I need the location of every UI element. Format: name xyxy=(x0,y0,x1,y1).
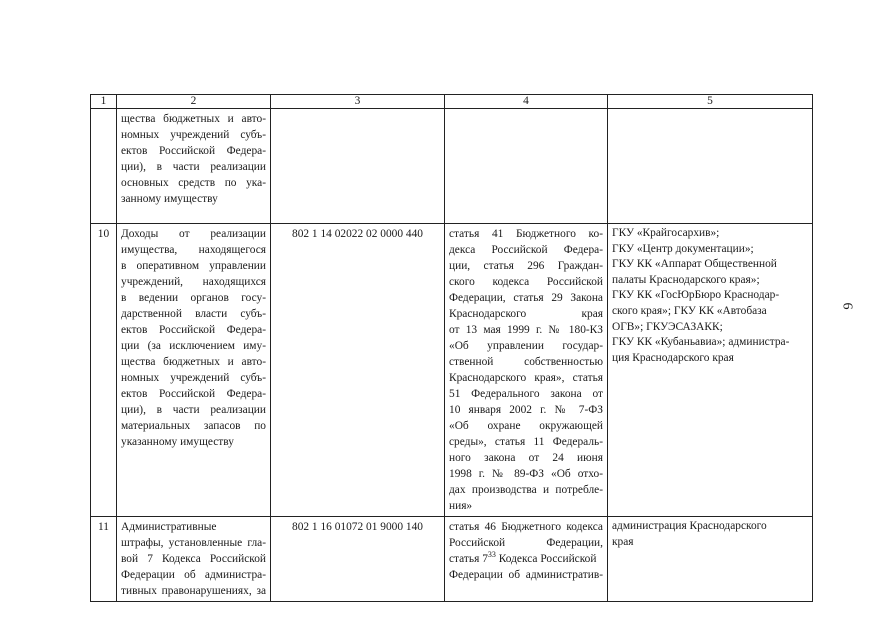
text-line: статья 46 Бюджетного кодекса xyxy=(449,521,603,533)
text-line xyxy=(449,551,603,567)
administrator-cell xyxy=(608,224,813,517)
text-line: Краснодарского края», статья xyxy=(449,372,603,384)
text-line: занному имуществу xyxy=(121,193,218,205)
text-line: имущества, находящегося xyxy=(121,244,266,256)
text-line: щества бюджетных и авто- xyxy=(121,113,266,125)
revenue-table xyxy=(90,94,813,602)
text-line: «Об управлении государ- xyxy=(449,340,603,352)
table-row xyxy=(91,517,813,602)
legal-basis-cell xyxy=(445,517,608,602)
text-line: дарственной власти субъ- xyxy=(121,308,266,320)
header-cell: 2 xyxy=(117,95,271,109)
text-line: «Об охране окружающей xyxy=(449,420,603,432)
text-line: Федерации об администра- xyxy=(121,569,266,581)
text-line: указанному имуществу xyxy=(121,436,234,448)
superscript: 33 xyxy=(487,551,496,560)
text-line: Административные xyxy=(121,521,217,533)
text-line: ГКУ КК «Аппарат Общественной xyxy=(612,258,777,271)
text-line: ГКУ «Крайгосархив»; xyxy=(612,227,720,239)
text-line: ния» xyxy=(449,500,473,512)
text-line: ГКУ КК «ГосЮрБюро Краснодар- xyxy=(612,289,780,302)
text-line: ции, статья 296 Граждан- xyxy=(449,260,603,272)
text-line: ектов Российской Федера- xyxy=(121,324,266,336)
header-cell: 3 xyxy=(271,95,445,109)
text-line: 51 Федерального закона от xyxy=(449,388,603,400)
text-line: Краснодарского края xyxy=(449,308,603,320)
text-line: статья 41 Бюджетного ко- xyxy=(449,228,603,240)
text-line: ектов Российской Федера- xyxy=(121,145,266,157)
table-row xyxy=(91,109,813,224)
revenue-name-cell xyxy=(117,109,271,224)
text-line: щества бюджетных и авто- xyxy=(121,356,266,368)
header-cell: 1 xyxy=(91,95,117,109)
text-line: края xyxy=(612,535,634,548)
text-line: ции), в части реализации xyxy=(121,161,266,173)
text-line: номных учреждений субъ- xyxy=(121,372,266,384)
legal-basis-cell xyxy=(445,109,608,224)
text-line: ГКУ «Центр документации»; xyxy=(612,242,754,255)
text-line: ного закона от 24 июня xyxy=(449,452,603,464)
text-line: ственной собственностью xyxy=(449,356,603,368)
text-line: ОГВ»; ГКУЭСАЗАКК; xyxy=(612,320,723,333)
header-row xyxy=(91,95,813,109)
code-cell xyxy=(271,109,445,224)
text-line: 10 января 2002 г. № 7-ФЗ xyxy=(449,404,603,416)
header-cell: 4 xyxy=(445,95,608,109)
text-line: Доходы от реализации xyxy=(121,228,266,240)
text-fragment: Кодекса Российской xyxy=(495,553,597,565)
text-line: администрация Краснодарского xyxy=(612,520,767,532)
text-line: ского края»; ГКУ КК «Автобаза xyxy=(612,304,767,317)
revenue-name-cell xyxy=(117,517,271,602)
text-line: декса Российской Федера- xyxy=(449,244,603,256)
row-number-cell: 10 xyxy=(91,224,117,517)
text-line: основных средств по ука- xyxy=(121,177,266,189)
text-line: вой 7 Кодекса Российской xyxy=(121,553,266,565)
text-line: среды», статья 11 Федераль- xyxy=(449,436,603,448)
text-line: в оперативном управлении xyxy=(121,260,266,272)
text-line: ции), в части реализации xyxy=(121,404,266,416)
row-number-cell xyxy=(91,109,117,224)
text-line: тивных правонарушениях, за xyxy=(121,585,266,597)
text-line: учреждений, находящихся xyxy=(121,276,266,288)
text-line: в ведении органов госу- xyxy=(121,292,266,304)
table-row xyxy=(91,224,813,517)
text-line: ского кодекса Российской xyxy=(449,276,603,288)
text-line: штрафы, установленные гла- xyxy=(121,537,266,549)
text-line: номных учреждений субъ- xyxy=(121,129,266,141)
text-line: Федерации, статья 29 Закона xyxy=(449,292,603,304)
text-line: ектов Российской Федера- xyxy=(121,388,266,400)
text-line: Российской Федерации, xyxy=(449,537,603,549)
code-cell: 802 1 16 01072 01 9000 140 xyxy=(271,517,445,602)
text-line: материальных запасов по xyxy=(121,420,266,432)
header-cell: 5 xyxy=(608,95,813,109)
text-line: 1998 г. № 89-ФЗ «Об отхо- xyxy=(449,468,603,480)
text-line: Федерации об административ- xyxy=(449,569,603,581)
page-number: 6 xyxy=(839,302,855,310)
administrator-cell xyxy=(608,517,813,602)
text-line: палаты Краснодарского края»; xyxy=(612,273,760,286)
revenue-name-cell xyxy=(117,224,271,517)
code-cell: 802 1 14 02022 02 0000 440 xyxy=(271,224,445,517)
text-fragment: статья 7 xyxy=(449,553,488,565)
text-line: ГКУ КК «Кубаньавиа»; администра- xyxy=(612,336,790,349)
text-line: дах производства и потребле- xyxy=(449,484,603,496)
administrator-cell xyxy=(608,109,813,224)
row-number-cell: 11 xyxy=(91,517,117,602)
text-line: ция Краснодарского края xyxy=(612,351,734,364)
legal-basis-cell xyxy=(445,224,608,517)
text-line: от 13 мая 1999 г. № 180-КЗ xyxy=(449,324,603,336)
text-line: ции (за исключением иму- xyxy=(121,340,266,352)
